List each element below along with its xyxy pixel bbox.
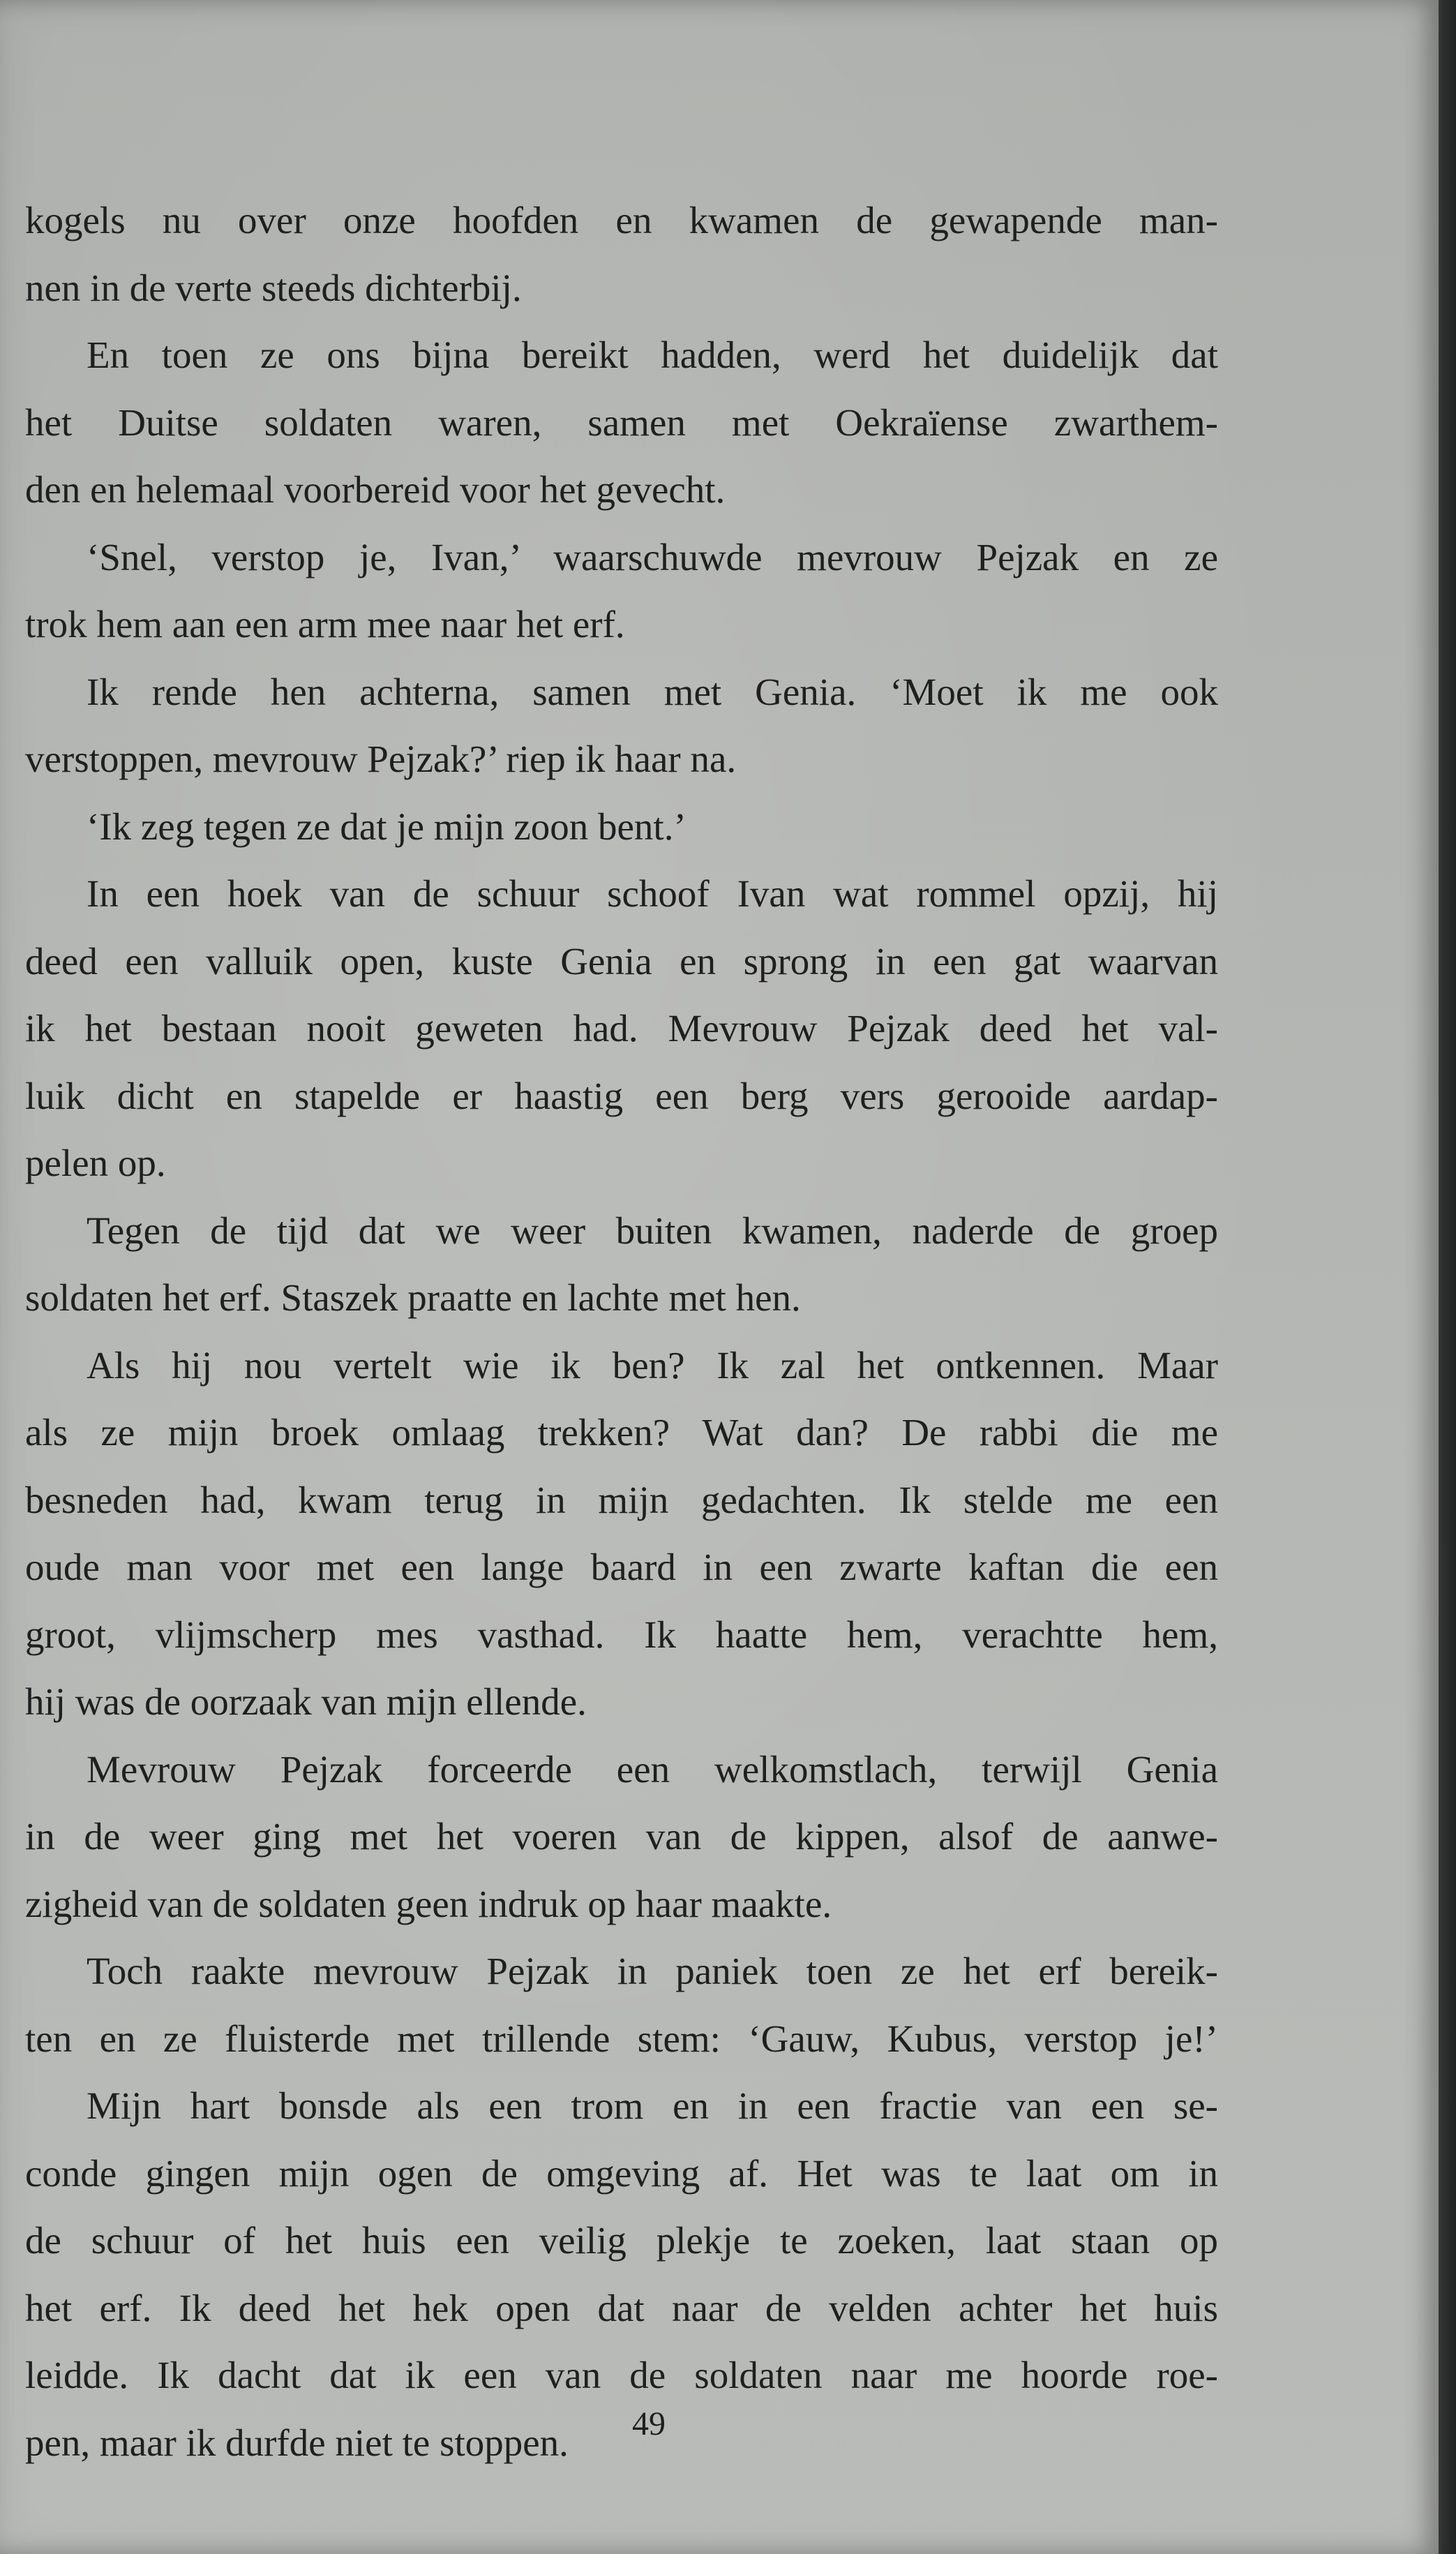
text-line: hij was de oorzaak van mijn ellende.	[25, 1680, 587, 1723]
text-line: Ik rende hen achterna, samen met Genia. ‘Moet ik me ook	[87, 670, 1218, 713]
text-line: pelen op.	[25, 1142, 166, 1184]
text-line: oude man voor met een lange baard in een zwarte kaftan die een	[25, 1546, 1218, 1588]
text-line: het erf. Ik deed het hek open dat naar de velden achter het huis	[25, 2286, 1218, 2329]
text-line: in de weer ging met het voeren van de kippen, alsof de aanwe-	[25, 1815, 1218, 1858]
page-number: 49	[632, 2405, 666, 2442]
text-line: pen, maar ik durfde niet te stoppen.	[25, 2421, 569, 2464]
text-line: zigheid van de soldaten geen indruk op haar maakte.	[25, 1882, 832, 1925]
text-line: conde gingen mijn ogen de omgeving af. Het was te laat om in	[25, 2151, 1218, 2195]
text-line: de schuur of het huis een veilig plekje te zoeken, laat staan op	[25, 2219, 1218, 2262]
body-text	[25, 187, 1218, 2477]
text-line: trok hem aan een arm mee naar het erf.	[25, 603, 625, 645]
text-line: luik dicht en stapelde er haastig een berg vers gerooide aardap-	[25, 1074, 1218, 1117]
text-line: kogels nu over onze hoofden en kwamen de gewapende man-	[25, 199, 1218, 241]
text-line: groot, vlijmscherp mes vasthad. Ik haatte hem, verachtte hem,	[25, 1613, 1218, 1656]
text-line: als ze mijn broek omlaag trekken? Wat dan? De rabbi die me	[25, 1411, 1218, 1454]
text-line: Tegen de tijd dat we weer buiten kwamen, naderde de groep	[87, 1209, 1218, 1252]
text-line: soldaten het erf. Staszek praatte en lachte met hen.	[25, 1276, 801, 1319]
text-line: verstoppen, mevrouw Pejzak?’ riep ik haar na.	[25, 738, 737, 780]
text-line: ik het bestaan nooit geweten had. Mevrouw Pejzak deed het val-	[25, 1007, 1218, 1050]
text-line: ‘Ik zeg tegen ze dat je mijn zoon bent.’	[87, 805, 686, 848]
text-line: Als hij nou vertelt wie ik ben? Ik zal het ontkennen. Maar	[87, 1343, 1218, 1387]
text-line: ten en ze fluisterde met trillende stem: ‘Gauw, Kubus, verstop je!’	[25, 2017, 1218, 2060]
text-line: Mevrouw Pejzak forceerde een welkomstlach, terwijl Genia	[87, 1747, 1218, 1791]
text-line: En toen ze ons bijna bereikt hadden, werd het duidelijk dat	[87, 334, 1218, 376]
text-line: leidde. Ik dacht dat ik een van de soldaten naar me hoorde roe-	[25, 2354, 1218, 2396]
text-line: het Duitse soldaten waren, samen met Oekraïense zwarthem-	[25, 401, 1218, 444]
text-line: Mijn hart bonsde als een trom en in een fractie van een se-	[87, 2084, 1218, 2127]
text-line: In een hoek van de schuur schoof Ivan wat rommel opzij, hij	[87, 872, 1218, 915]
text-line: deed een valluik open, kuste Genia en sprong in een gat waarvan	[25, 939, 1218, 983]
text-line: den en helemaal voorbereid voor het gevecht.	[25, 468, 726, 511]
text-line: nen in de verte steeds dichterbij.	[25, 266, 522, 309]
text-line: Toch raakte mevrouw Pejzak in paniek toen ze het erf bereik-	[87, 1950, 1218, 1992]
text-line: besneden had, kwam terug in mijn gedachten. Ik stelde me een	[25, 1478, 1218, 1521]
text-line: ‘Snel, verstop je, Ivan,’ waarschuwde mevrouw Pejzak en ze	[87, 535, 1218, 578]
